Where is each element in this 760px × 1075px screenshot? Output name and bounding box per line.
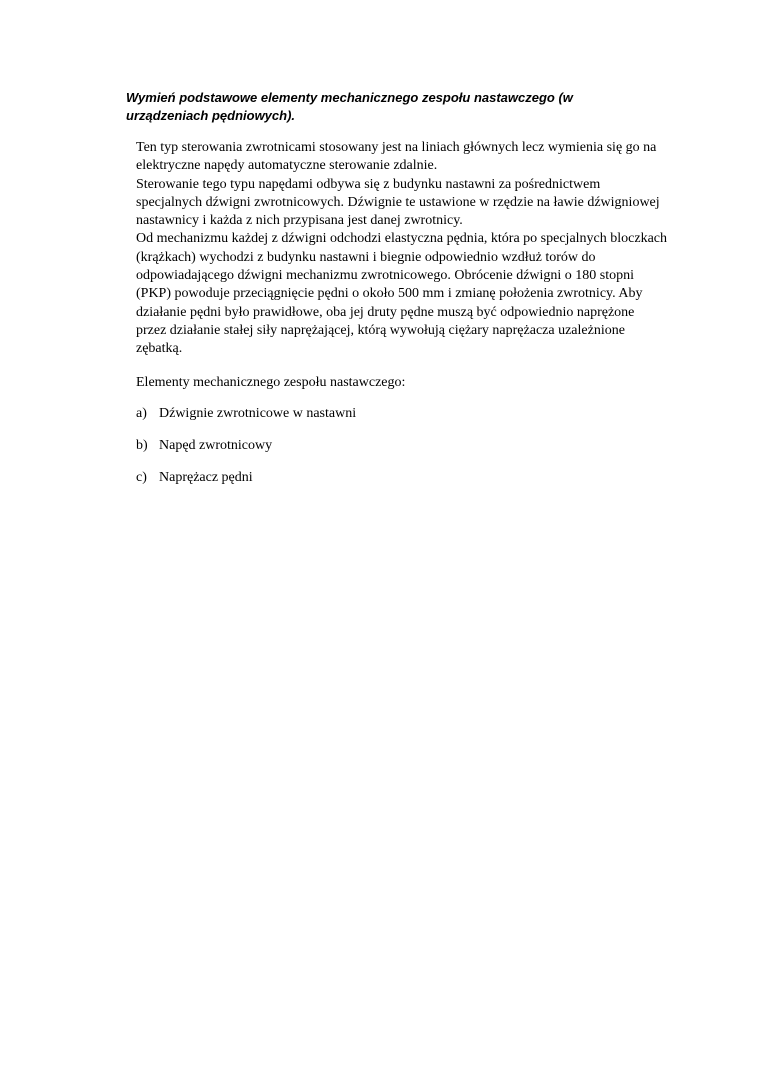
list-item-text: Naprężacz pędni <box>159 470 253 485</box>
list-item <box>136 469 356 487</box>
answer-line: Ten typ sterowania zwrotnicami stosowany jest na liniach głównych lecz wymienia się go na <box>136 140 657 155</box>
answer-line: (krążkach) wychodzi z budynku nastawni i biegnie odpowiednio wzdłuż torów do <box>136 249 596 265</box>
answer-line: odpowiadającego dźwigni mechanizmu zwrotnicowego. Obrócenie dźwigni o 180 stopni <box>136 268 635 284</box>
answer-line: nastawnicy i każda z nich przypisana jest danej zwrotnicy. <box>136 213 463 229</box>
elements-intro: Elementy mechanicznego zespołu nastawczego: <box>136 375 406 390</box>
question-heading: Wymień podstawowe elementy mechanicznego zespołu nastawczego (w urządzeniach pędniowych). <box>126 90 573 123</box>
list-item <box>136 437 356 455</box>
list-item <box>136 405 356 423</box>
answer-line: Od mechanizmu każdej z dźwigni odchodzi elastyczna pędnia, która po specjalnych bloczkach <box>136 231 668 247</box>
list-marker: b) <box>136 438 148 453</box>
answer-line: specjalnych dźwigni zwrotnicowych. Dźwignie te ustawione w rzędzie na ławie dźwigniowej <box>136 194 660 210</box>
list-marker: a) <box>136 406 147 421</box>
list-item-text: Napęd zwrotnicowy <box>159 438 273 453</box>
answer-line: zębatką. <box>136 341 183 357</box>
answer-line: Sterowanie tego typu napędami odbywa się z budynku nastawni za pośrednictwem <box>136 176 601 192</box>
answer-line: elektryczne napędy automatyczne sterowanie zdalnie. <box>136 158 438 174</box>
list-item-text: Dźwignie zwrotnicowe w nastawni <box>159 406 357 421</box>
elements-list <box>136 405 356 501</box>
answer-line: (PKP) powoduje przeciągnięcie pędni o około 500 mm i zmianę położenia zwrotnicy. Aby <box>136 286 643 302</box>
answer-line: działanie pędni było prawidłowe, oba jej druty pędne muszą być odpowiednio naprężone <box>136 304 635 320</box>
list-marker: c) <box>136 470 147 485</box>
answer-line: przez działanie stałej siły naprężającej, którą wywołują ciężary naprężacza uzależnione <box>136 322 625 338</box>
answer-paragraph <box>136 139 676 359</box>
